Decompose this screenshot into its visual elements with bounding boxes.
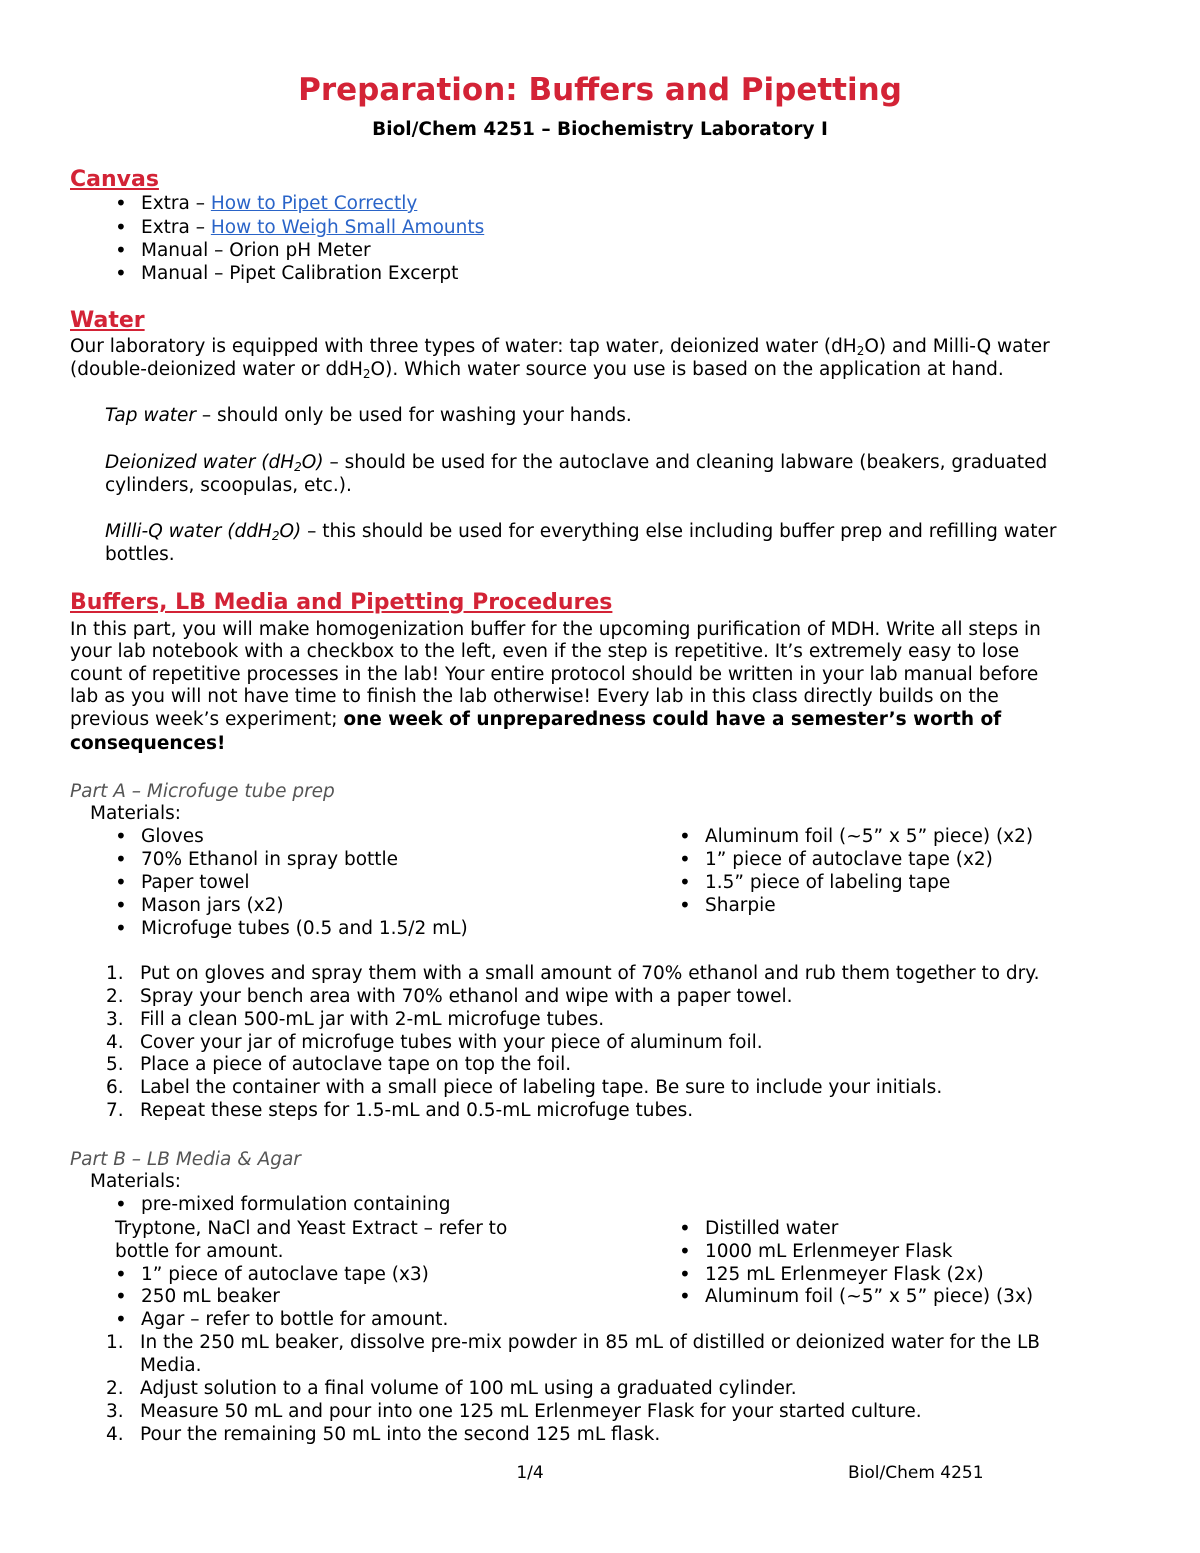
- deionized-water-line-2: cylinders, scoopulas, etc.).: [105, 475, 352, 496]
- procedures-line-4: lab as you will not have time to finish the lab otherwise! Every lab in this class directly builds on the: [70, 686, 999, 707]
- page-title: Preparation: Buffers and Pipetting: [298, 72, 902, 108]
- bullet-icon: •: [679, 847, 691, 871]
- material-item: • 1.5” piece of labeling tape: [679, 870, 951, 894]
- page-number: 1/4: [516, 1463, 544, 1483]
- bullet-icon: •: [679, 1239, 691, 1263]
- canvas-item-4: • Manual – Pipet Calibration Excerpt: [115, 261, 459, 285]
- bullet-icon: •: [115, 1262, 127, 1286]
- canvas-item-2: • Extra – How to Weigh Small Amounts: [115, 215, 485, 239]
- page-subtitle: Biol/Chem 4251 – Biochemistry Laboratory I: [372, 119, 828, 140]
- link-how-to-weigh[interactable]: How to Weigh Small Amounts: [210, 217, 485, 238]
- water-intro-line-1: Our laboratory is equipped with three types of water: tap water, deionized water $(dH_2O)$ and Milli-Q water: [70, 336, 1050, 358]
- procedures-line-3: count of repetitive processes in the lab! Your entire protocol should be written in your lab manual before: [70, 664, 1039, 685]
- material-item-continued: Tryptone, NaCl and Yeast Extract – refer to: [115, 1218, 508, 1239]
- tap-water-label: Tap water: [105, 405, 197, 426]
- bullet-icon: •: [679, 1216, 691, 1240]
- document-page: Preparation: Buffers and Pipetting Biol/Chem 4251 – Biochemistry Laboratory I Canvas • Extra – How to Pipet Correctly • Extra – How to Weigh Small Amounts • Manual – Orion pH Meter • Manual – Pipet Calibration Excerpt Water Our laboratory is equipped with three types of water: tap water, deionized water $(dH_2O)$ and Milli-Q water (double-deionized water or ddH$_2$O). Which water source you use is based on the application at hand. Tap water – should only be used for washing your hands. Deionized water $(dH_2O)$ – should be used for the autoclave and cleaning labware (beakers, graduated cylinders, scoopulas, etc.). Milli-Q water (ddH$_2$O) – this should be used for everything else including buffer prep and refilling water bottles. Buffers, LB Media and Pipetting Procedures In this part, you will make homogenization buffer for the upcoming purification of MDH. Write all steps in your lab notebook with a checkbox to the left, even if the step is repetitive. It’s extremely easy to lose count of repetitive processes in the lab! Your entire protocol should be written in your lab manual before lab as you will not have time to finish the lab otherwise! Every lab in this class directly builds on the previous week’s experiment; one week of unpreparedness could have a semester’s worth of consequences! Part A – Microfuge tube prep Materials: • Gloves • 70% Ethanol in spray bottle • Paper towel • Mason jars (x2) • Microfuge tubes (0.5 and 1.5/2 mL) • Aluminum foil (~5” x 5” piece) (x2) • 1” piece of autoclave tape (x2) • 1.5” piece of labeling tape • Sharpie 1. Put on gloves and spray them with a small amount of 70% ethanol and rub them together to dry. 2. Spray your bench area with 70% ethanol and wipe with a paper towel. 3. Fill a clean 500-mL jar with 2-mL microfuge tubes. 4. Cover your jar of microfuge tubes with your piece of aluminum foil. 5. Place a piece of autoclave tape on top the foil. 6. Label the container with a small piece of labeling tape. Be sure to include your initials. 7. Repeat these steps for 1.5-mL and 0.5-mL microfuge tubes. Part B – LB Media & Agar Materials: • pre-mixed formulation containing Tryptone, NaCl and Yeast Extract – refer to bottle for amount. • 1” piece of autoclave tape (x3) • 250 mL beaker • Agar – refer to bottle for amount. • Distilled water • 1000 mL Erlenmeyer Flask • 125 mL Erlenmeyer Flask (2x) • Aluminum foil (~5” x 5” piece) (3x) 1. In the 250 mL beaker, dissolve pre-mix powder in 85 mL of distilled or deionized water for the LB Media. 2. Adjust solution to a final volume of 100 mL using a graduated cylinder. 3. Measure 50 mL and pour into one 125 mL Erlenmeyer Flask for your started culture. 4. Pour the remaining 50 mL into the second 125 mL flask. 1/4 Biol/Chem 4251: [0, 0, 1200, 1553]
- milliq-water-line-2: bottles.: [105, 544, 175, 565]
- deionized-water-label: Deionized water $(dH_2O)$: [105, 452, 324, 474]
- link-how-to-pipet[interactable]: How to Pipet Correctly: [210, 193, 418, 214]
- material-item: • Microfuge tubes (0.5 and 1.5/2 mL): [115, 916, 468, 940]
- bullet-icon: •: [679, 1262, 691, 1286]
- warning-text: one week of unpreparedness could have a semester’s worth of: [343, 709, 1002, 730]
- bullet-icon: •: [679, 893, 691, 917]
- bullet-icon: •: [115, 215, 127, 239]
- water-heading: Water: [70, 308, 145, 333]
- canvas-section: [70, 167, 1130, 193]
- bullet-icon: •: [115, 824, 127, 848]
- material-item: • Aluminum foil (~5” x 5” piece) (3x): [679, 1284, 1034, 1308]
- bullet-icon: •: [679, 1284, 691, 1308]
- procedures-line-2: your lab notebook with a checkbox to the left, even if the step is repetitive. It’s extremely easy to lose: [70, 641, 1020, 662]
- bullet-icon: •: [115, 238, 127, 262]
- bullet-icon: •: [115, 870, 127, 894]
- bullet-icon: •: [115, 1284, 127, 1308]
- material-item: • Mason jars (x2): [115, 893, 284, 917]
- material-item: • Sharpie: [679, 893, 776, 917]
- material-item: • Distilled water: [679, 1216, 839, 1240]
- deionized-water-line: Deionized water $(dH_2O)$ – should be used for the autoclave and cleaning labware (beakers, graduated: [105, 452, 1048, 474]
- material-item: • 125 mL Erlenmeyer Flask (2x): [679, 1262, 984, 1286]
- part-b-materials-label: Materials:: [90, 1171, 182, 1192]
- part-a-materials-label: Materials:: [90, 803, 182, 824]
- material-item: • 250 mL beaker: [115, 1284, 280, 1308]
- material-item: • pre-mixed formulation containing: [115, 1192, 451, 1216]
- procedures-line-6: consequences!: [70, 733, 226, 754]
- bullet-icon: •: [679, 870, 691, 894]
- material-item: • Gloves: [115, 824, 204, 848]
- tap-water-line: Tap water – should only be used for washing your hands.: [105, 405, 632, 426]
- bullet-icon: •: [115, 893, 127, 917]
- canvas-item-3: • Manual – Orion pH Meter: [115, 238, 371, 262]
- footer-course-name: Biol/Chem 4251: [848, 1463, 984, 1483]
- part-b-heading: Part B – LB Media & Agar: [70, 1149, 301, 1170]
- material-item: • 1000 mL Erlenmeyer Flask: [679, 1239, 953, 1263]
- milliq-water-label: Milli-Q water (ddH$_2$O): [105, 521, 302, 543]
- procedures-heading: Buffers, LB Media and Pipetting Procedures: [70, 590, 613, 615]
- procedures-line-5: previous week’s experiment; one week of unpreparedness could have a semester’s worth of: [70, 709, 1002, 730]
- canvas-item-1: • Extra – How to Pipet Correctly: [115, 191, 418, 215]
- bullet-icon: •: [115, 916, 127, 940]
- bullet-icon: •: [115, 261, 127, 285]
- material-item: • 70% Ethanol in spray bottle: [115, 847, 399, 871]
- bullet-icon: •: [115, 1192, 127, 1216]
- water-section: [70, 308, 1130, 334]
- procedures-line-1: In this part, you will make homogenization buffer for the upcoming purification of MDH. Write all steps in: [70, 619, 1041, 640]
- bullet-icon: •: [115, 1307, 127, 1331]
- canvas-heading: Canvas: [70, 167, 159, 192]
- material-item: • Agar – refer to bottle for amount.: [115, 1307, 449, 1331]
- water-intro-line-2: (double-deionized water or ddH$_2$O). Which water source you use is based on the application at hand.: [70, 359, 1004, 381]
- bullet-icon: •: [115, 847, 127, 871]
- material-item: • Paper towel: [115, 870, 250, 894]
- material-item: • Aluminum foil (~5” x 5” piece) (x2): [679, 824, 1034, 848]
- material-item: • 1” piece of autoclave tape (x2): [679, 847, 993, 871]
- bullet-icon: •: [679, 824, 691, 848]
- part-a-heading: Part A – Microfuge tube prep: [70, 781, 335, 802]
- procedures-section: [70, 590, 1130, 616]
- bullet-icon: •: [115, 191, 127, 215]
- material-item-continued: bottle for amount.: [115, 1241, 284, 1262]
- milliq-water-line: Milli-Q water (ddH$_2$O) – this should be used for everything else including buffer prep and refilling water: [105, 521, 1057, 543]
- material-item: • 1” piece of autoclave tape (x3): [115, 1262, 429, 1286]
